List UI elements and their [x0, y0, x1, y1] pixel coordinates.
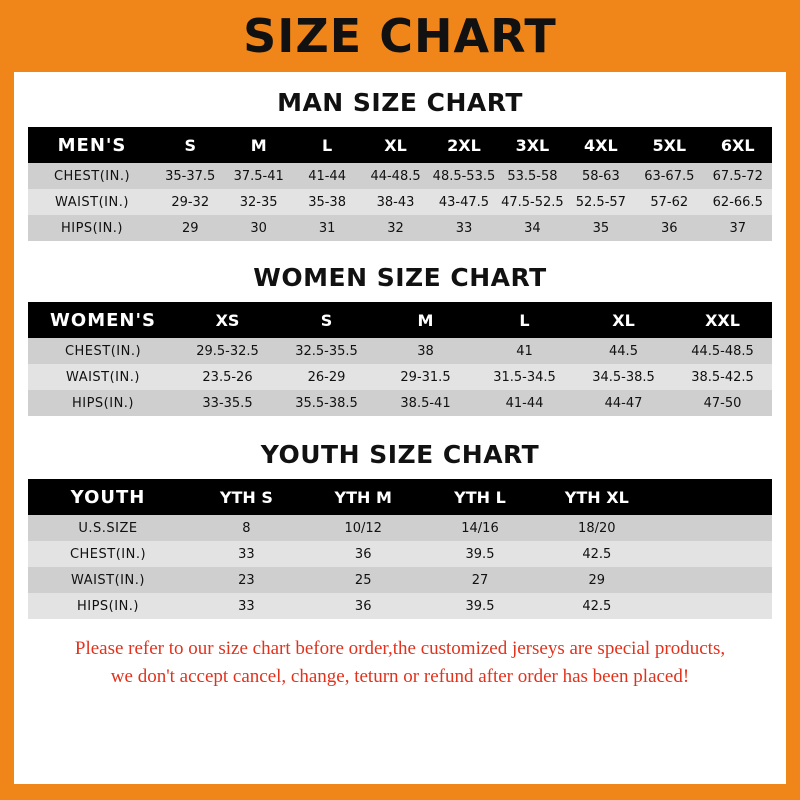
men-waist-6xl: 62-66.5: [712, 194, 763, 210]
men-col-head-s: S: [184, 135, 196, 155]
table-row: [28, 541, 772, 567]
women-col-head-xxl: XXL: [705, 310, 740, 330]
men-waist-xl: 38-43: [376, 194, 415, 210]
men-hips-5xl: 36: [661, 220, 678, 236]
men-table-header-row: [28, 127, 772, 163]
youth-row-label-chest: CHEST(IN.): [69, 546, 147, 562]
women-row-label-waist: WAIST(IN.): [66, 369, 140, 385]
men-row-label-chest: CHEST(IN.): [53, 168, 131, 184]
women-row-label-hips: HIPS(IN.): [71, 395, 135, 411]
men-waist-5xl: 57-62: [650, 194, 689, 210]
women-chest-s: 32.5-35.5: [295, 343, 358, 359]
youth-chest-l: 39.5: [465, 546, 495, 562]
women-waist-xl: 34.5-38.5: [592, 369, 655, 385]
women-corner-label: WOMEN'S: [50, 309, 156, 331]
men-chest-m: 37.5-41: [233, 168, 284, 184]
footer-note-line2: we don't accept cancel, change, teturn or refund after order has been placed!: [110, 665, 690, 687]
youth-waist-empty: [655, 567, 772, 593]
men-row-label-waist: WAIST(IN.): [55, 194, 129, 210]
youth-chest-s: 33: [238, 546, 255, 562]
youth-corner-label: YOUTH: [70, 486, 146, 508]
men-waist-4xl: 52.5-57: [575, 194, 626, 210]
table-row: [28, 515, 772, 541]
men-hips-xl: 32: [387, 220, 404, 236]
women-waist-xxl: 38.5-42.5: [691, 369, 754, 385]
youth-row-label-ussize: U.S.SIZE: [78, 520, 138, 536]
youth-col-head-m: YTH M: [334, 487, 392, 507]
men-hips-6xl: 37: [729, 220, 747, 236]
women-hips-l: 41-44: [505, 395, 544, 411]
header-bar: [0, 0, 800, 72]
youth-col-head-empty: [655, 479, 772, 515]
page-title: SIZE CHART: [243, 9, 557, 63]
men-chest-5xl: 63-67.5: [644, 168, 695, 184]
women-hips-xs: 33-35.5: [202, 395, 253, 411]
footer-note-line1: Please refer to our size chart before order,the customized jerseys are special products,: [74, 638, 726, 659]
youth-col-head-l: YTH L: [454, 487, 506, 507]
women-waist-m: 29-31.5: [400, 369, 451, 385]
content: [14, 88, 786, 690]
women-chest-l: 41: [516, 343, 533, 359]
men-waist-l: 35-38: [308, 194, 346, 210]
table-row: [28, 215, 772, 241]
women-waist-xs: 23.5-26: [202, 369, 253, 385]
youth-ussize-s: 8: [242, 520, 251, 536]
table-row: [28, 364, 772, 390]
men-chest-2xl: 48.5-53.5: [432, 168, 496, 184]
men-col-head-5xl: 5XL: [652, 135, 687, 155]
women-hips-m: 38.5-41: [400, 395, 451, 411]
youth-table-header-row: [28, 479, 772, 515]
men-row-label-hips: HIPS(IN.): [60, 220, 124, 236]
table-row: [28, 338, 772, 364]
table-row: [28, 593, 772, 619]
table-row: [28, 567, 772, 593]
men-hips-s: 29: [181, 220, 199, 236]
men-waist-2xl: 43-47.5: [438, 194, 490, 210]
men-col-head-3xl: 3XL: [515, 135, 550, 155]
youth-waist-s: 23: [238, 572, 255, 588]
table-row: [28, 390, 772, 416]
youth-ussize-m: 10/12: [344, 520, 382, 536]
youth-waist-xl: 29: [588, 572, 606, 588]
men-hips-m: 30: [250, 220, 267, 236]
women-waist-l: 31.5-34.5: [493, 369, 556, 385]
youth-col-head-s: YTH S: [219, 487, 273, 507]
youth-hips-s: 33: [238, 598, 255, 614]
women-hips-xxl: 47-50: [703, 395, 742, 411]
women-col-head-xl: XL: [612, 310, 635, 330]
youth-chest-empty: [655, 541, 772, 567]
women-chest-xs: 29.5-32.5: [196, 343, 259, 359]
men-section-title: MAN SIZE CHART: [277, 88, 523, 117]
bottom-accent-bar: [14, 784, 786, 800]
men-size-table: [28, 127, 772, 241]
men-chest-xl: 44-48.5: [370, 168, 421, 184]
men-col-head-l: L: [321, 135, 333, 155]
men-waist-3xl: 47.5-52.5: [501, 194, 564, 210]
youth-waist-l: 27: [471, 572, 489, 588]
youth-hips-xl: 42.5: [582, 598, 612, 614]
men-hips-2xl: 33: [455, 220, 473, 236]
women-col-head-xs: XS: [215, 310, 240, 330]
men-corner-label: MEN'S: [57, 134, 127, 156]
men-col-head-4xl: 4XL: [584, 135, 618, 155]
men-col-head-m: M: [250, 135, 267, 155]
women-table-header-row: [28, 302, 772, 338]
men-col-head-2xl: 2XL: [447, 135, 481, 155]
footer-note: [30, 635, 770, 690]
table-row: [28, 189, 772, 215]
women-hips-xl: 44-47: [604, 395, 643, 411]
men-waist-s: 29-32: [171, 194, 210, 210]
youth-ussize-xl: 18/20: [578, 520, 616, 536]
men-col-head-xl: XL: [384, 135, 407, 155]
men-hips-3xl: 34: [524, 220, 541, 236]
youth-col-head-xl: YTH XL: [564, 487, 629, 507]
men-hips-l: 31: [318, 220, 336, 236]
women-col-head-m: M: [417, 310, 434, 330]
table-row: [28, 163, 772, 189]
men-col-head-6xl: 6XL: [720, 135, 755, 155]
youth-ussize-l: 14/16: [461, 520, 499, 536]
youth-size-table: [28, 479, 772, 619]
women-waist-s: 26-29: [307, 369, 346, 385]
youth-hips-l: 39.5: [465, 598, 495, 614]
youth-hips-m: 36: [354, 598, 372, 614]
men-hips-4xl: 35: [592, 220, 610, 236]
women-chest-xl: 44.5: [609, 343, 638, 359]
men-chest-s: 35-37.5: [165, 168, 216, 184]
women-col-head-l: L: [519, 310, 530, 330]
men-chest-l: 41-44: [308, 168, 346, 184]
youth-hips-empty: [655, 593, 772, 619]
men-chest-3xl: 53.5-58: [507, 168, 558, 184]
youth-row-label-hips: HIPS(IN.): [76, 598, 140, 614]
youth-ussize-empty: [655, 515, 772, 541]
men-chest-4xl: 58-63: [581, 168, 620, 184]
men-chest-6xl: 67.5-72: [712, 168, 763, 184]
youth-waist-m: 25: [354, 572, 372, 588]
women-size-table: [28, 302, 772, 416]
women-row-label-chest: CHEST(IN.): [64, 343, 142, 359]
youth-chest-xl: 42.5: [582, 546, 612, 562]
women-chest-xxl: 44.5-48.5: [691, 343, 754, 359]
women-hips-s: 35.5-38.5: [295, 395, 358, 411]
youth-row-label-waist: WAIST(IN.): [71, 572, 145, 588]
youth-section-title: YOUTH SIZE CHART: [260, 440, 540, 469]
women-chest-m: 38: [417, 343, 434, 359]
women-col-head-s: S: [320, 310, 333, 330]
youth-chest-m: 36: [354, 546, 372, 562]
men-waist-m: 32-35: [239, 194, 278, 210]
women-section-title: WOMEN SIZE CHART: [253, 263, 547, 292]
